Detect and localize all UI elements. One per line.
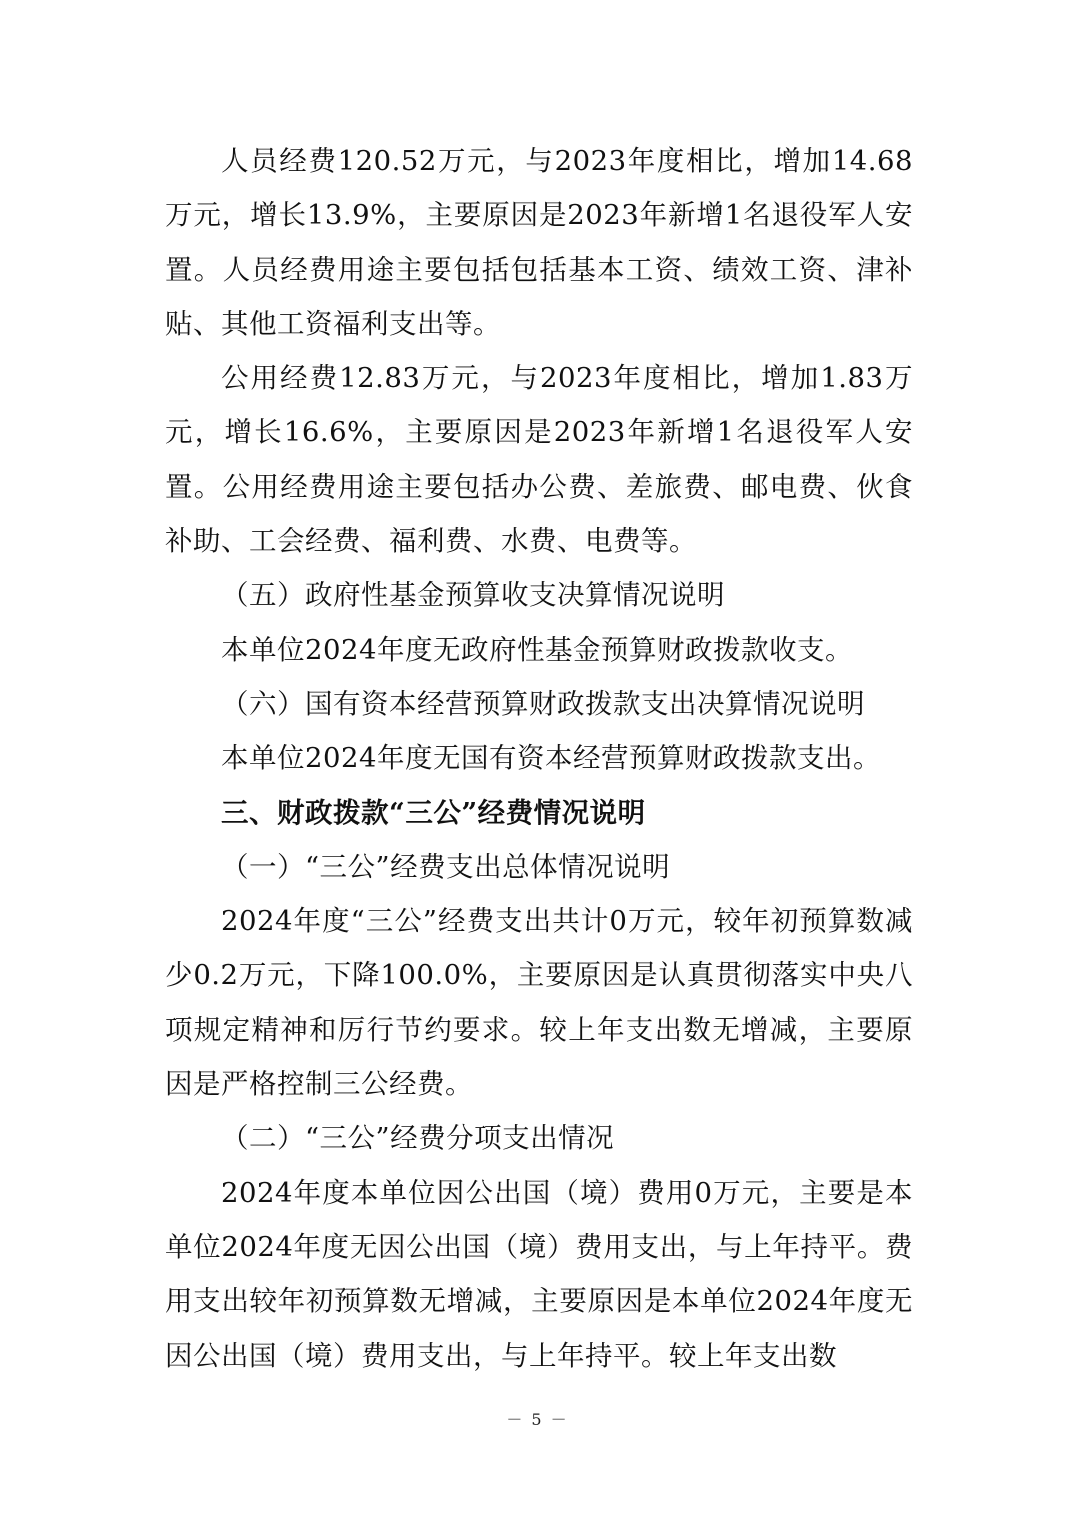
personnel-expense-paragraph: 人员经费120.52万元，与2023年度相比，增加14.68万元，增长13.9%，主要原因是2023年新增1名退役军人安置。人员经费用途主要包括包括基本工资、绩效工资、津补贴、其他工资福利支出等。 bbox=[165, 145, 913, 340]
gov-fund-heading: （五）政府性基金预算收支决算情况说明 bbox=[221, 579, 725, 612]
public-expense-paragraph: 公用经费12.83万元，与2023年度相比，增加1.83万元，增长16.6%，主要原因是2023年新增1名退役军人安置。公用经费用途主要包括办公费、差旅费、邮电费、伙食补助、工会经费、福利费、水费、电费等。 bbox=[165, 362, 913, 558]
page-content bbox=[165, 134, 913, 1383]
gov-fund-paragraph: 本单位2024年度无政府性基金预算财政拨款收支。 bbox=[221, 633, 853, 666]
three-public-overview-heading: （一）“三公”经费支出总体情况说明 bbox=[221, 850, 671, 883]
state-capital-heading: （六）国有资本经营预算财政拨款支出决算情况说明 bbox=[221, 687, 865, 720]
overseas-expense-paragraph: 2024年度本单位因公出国（境）费用0万元，主要是本单位2024年度无因公出国（境）费用支出，与上年持平。费用支出较年初预算数无增减，主要原因是本单位2024年度无因公出国（境）费用支出，与上年持平。较上年支出数 bbox=[165, 1176, 913, 1372]
state-capital-paragraph: 本单位2024年度无国有资本经营预算财政拨款支出。 bbox=[221, 742, 881, 775]
page-number: － 5 － bbox=[506, 1410, 569, 1429]
section-three-title: 三、财政拨款“三公”经费情况说明 bbox=[221, 796, 646, 829]
three-public-itemized-heading: （二）“三公”经费分项支出情况 bbox=[221, 1122, 615, 1155]
three-public-total-paragraph: 2024年度“三公”经费支出共计0万元，较年初预算数减少0.2万元，下降100.0%，主要原因是认真贯彻落实中央八项规定精神和厉行节约要求。较上年支出数无增减，主要原因是严格控制三公经费。 bbox=[165, 905, 913, 1101]
